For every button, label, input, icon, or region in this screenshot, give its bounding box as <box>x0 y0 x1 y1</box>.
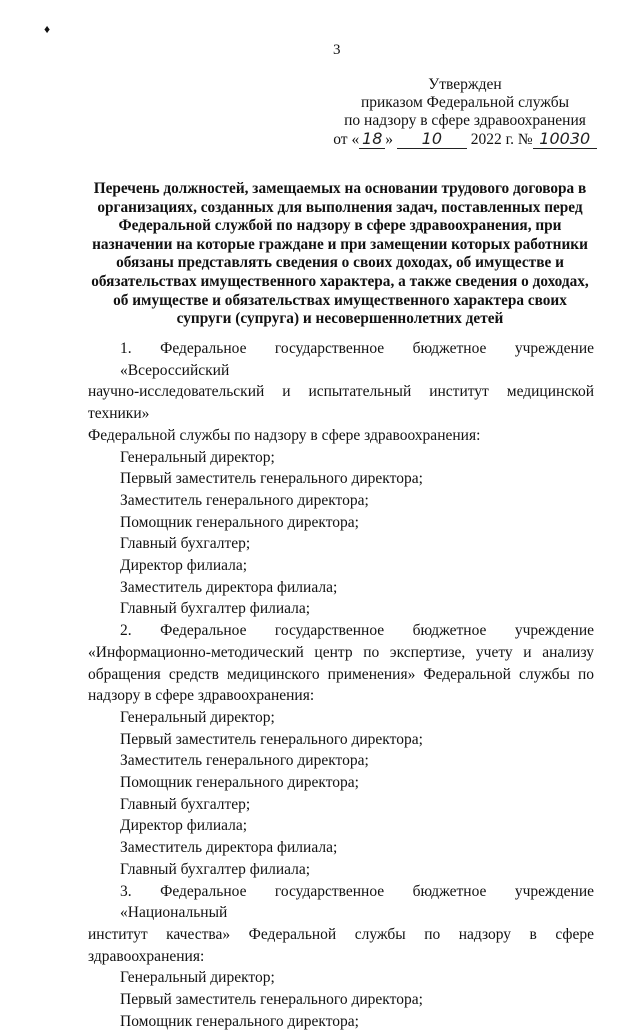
position-item: Первый заместитель генерального директора; <box>120 470 423 488</box>
section-heading-line: научно-исследовательский и испытательный институт медицинской техники» <box>88 383 594 423</box>
position-item: Заместитель директора филиала; <box>120 839 338 857</box>
scan-mark: ♦ <box>44 22 51 36</box>
position-item: Главный бухгалтер филиала; <box>120 860 311 878</box>
section-heading-line: надзору в сфере здравоохранения: <box>88 687 315 705</box>
title-line: Перечень должностей, замещаемых на основании трудового договора в <box>93 180 587 197</box>
page-number: 3 <box>333 42 341 58</box>
year-text: 2022 г. № <box>470 131 533 148</box>
approval-block <box>300 76 630 149</box>
section-heading-line: 3. Федеральное государственное бюджетное учреждение «Национальный <box>120 882 594 922</box>
position-item: Генеральный директор; <box>120 448 275 466</box>
title-line: супруги (супруга) и несовершеннолетних детей <box>176 310 504 328</box>
title-line: организациях, созданных для выполнения задач, поставленных перед <box>97 198 583 216</box>
position-item: Первый заместитель генерального директора; <box>120 730 423 748</box>
title-line: об имуществе и обязательствах имущественного характера своих <box>113 291 567 309</box>
position-item: Директор филиала; <box>120 817 248 835</box>
approval-line: по надзору в сфере здравоохранения <box>344 112 586 129</box>
position-item: Первый заместитель генерального директора; <box>120 991 423 1009</box>
section-heading-line: здравоохранения: <box>88 947 205 965</box>
position-item: Заместитель директора филиала; <box>120 578 338 596</box>
handwritten-day: 18 <box>359 130 385 149</box>
handwritten-month: 10 <box>397 130 467 149</box>
title-line: обязательствах имущественного характера, а также сведения о доходах, <box>91 272 589 290</box>
date-mid: » <box>385 131 393 148</box>
handwritten-number: 10030 <box>533 130 597 149</box>
date-prefix: от « <box>333 131 360 148</box>
section-heading-line: 1. Федеральное государственное бюджетное учреждение «Всероссийский <box>120 340 594 379</box>
section-heading-line: Федеральной службы по надзору в сфере здравоохранения: <box>88 426 481 444</box>
approval-line: Утвержден <box>428 76 502 93</box>
position-item: Главный бухгалтер; <box>120 795 251 813</box>
section-heading-line: 2. Федеральное государственное бюджетное учреждение <box>120 622 594 640</box>
title-line: обязаны представлять сведения о своих доходах, об имуществе и <box>116 254 564 272</box>
position-item: Заместитель генерального директора; <box>120 491 369 509</box>
position-item: Директор филиала; <box>120 557 248 575</box>
position-item: Помощник генерального директора; <box>120 513 359 531</box>
document-title <box>60 180 620 329</box>
section-heading-line: институт качества» Федеральной службы по надзору в сфере <box>88 925 594 943</box>
document-body <box>88 338 594 1033</box>
approval-date-line <box>300 130 630 149</box>
section-heading-line: «Информационно-методический центр по экспертизе, учету и анализу <box>88 643 594 661</box>
position-item: Заместитель генерального директора; <box>120 752 369 770</box>
title-line: назначении на которые граждане и при замещении которых работники <box>92 235 588 253</box>
position-item: Помощник генерального директора; <box>120 1012 359 1030</box>
position-item: Генеральный директор; <box>120 708 275 726</box>
position-item: Главный бухгалтер; <box>120 535 251 553</box>
position-item: Главный бухгалтер филиала; <box>120 600 311 618</box>
approval-line: приказом Федеральной службы <box>360 94 570 111</box>
position-item: Генеральный директор; <box>120 969 275 987</box>
position-item: Помощник генерального директора; <box>120 774 359 792</box>
title-line: Федеральной службой по надзору в сфере здравоохранения, при <box>118 217 562 235</box>
section-heading-line: обращения средств медицинского применения» Федеральной службы по <box>88 665 594 683</box>
